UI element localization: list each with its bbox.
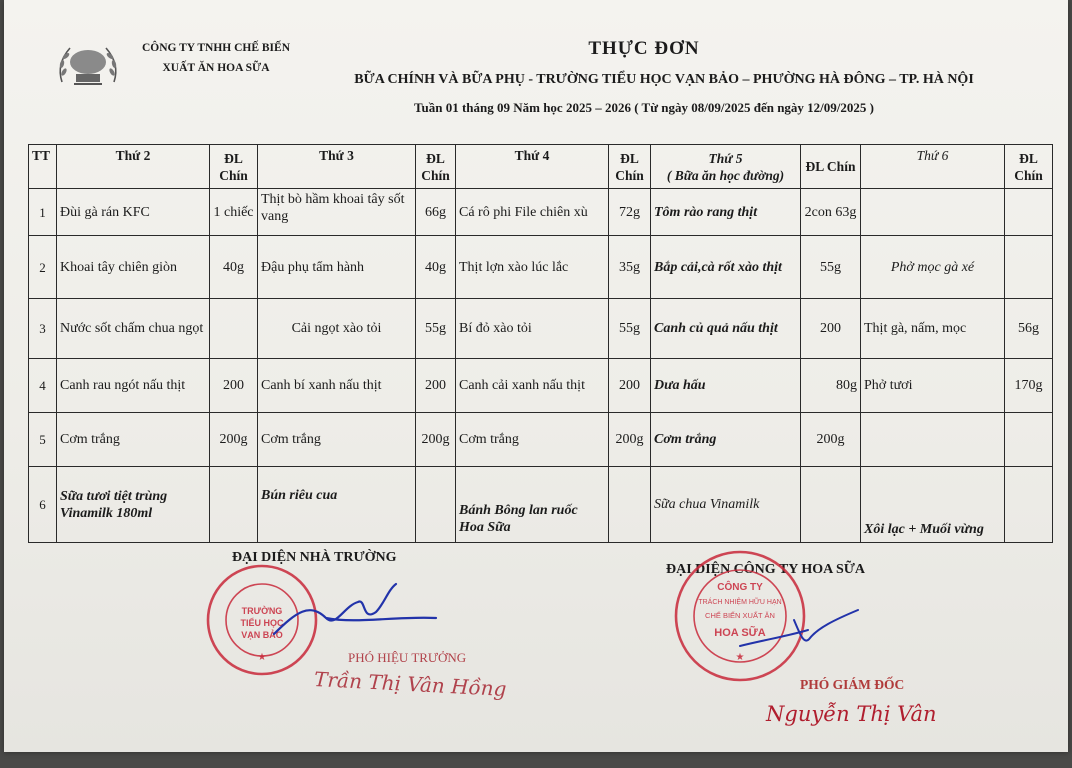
friday-qty (1005, 467, 1053, 543)
wednesday-qty: 200g (609, 413, 651, 467)
wednesday-qty: 72g (609, 189, 651, 236)
thursday-dish: Tôm rào rang thịt (651, 189, 801, 236)
friday-dish: Thịt gà, nấm, mọc (861, 299, 1005, 359)
thursday-qty: 2con 63g (801, 189, 861, 236)
thursday-dish: Dưa hấu (651, 359, 801, 413)
friday-qty (1005, 236, 1053, 299)
svg-text:TRÁCH NHIỆM HỮU HẠN: TRÁCH NHIỆM HỮU HẠN (698, 599, 782, 606)
table-row (29, 359, 1053, 413)
table-row (29, 236, 1053, 299)
school-signature (266, 572, 446, 652)
row-number: 5 (29, 413, 57, 467)
table-row (29, 413, 1053, 467)
tuesday-dish: Cơm trắng (258, 413, 416, 467)
header-wednesday: Thứ 4 (456, 145, 609, 189)
header-thursday (651, 145, 801, 189)
header-tt: TT (29, 145, 57, 189)
svg-text:★: ★ (735, 652, 745, 663)
table-row (29, 189, 1053, 236)
row-number: 6 (29, 467, 57, 543)
company-representative-title: ĐẠI DIỆN CÔNG TY HOA SỮA (666, 562, 866, 577)
tuesday-qty (416, 467, 456, 543)
monday-qty: 40g (210, 236, 258, 299)
friday-dish (861, 189, 1005, 236)
friday-qty (1005, 413, 1053, 467)
monday-qty: 1 chiếc (210, 189, 258, 236)
menu-table (28, 144, 1053, 543)
wednesday-dish: Canh cải xanh nấu thịt (456, 359, 609, 413)
monday-dish: Cơm trắng (57, 413, 210, 467)
header-qty-wednesday: ĐL Chín (609, 145, 651, 189)
tuesday-qty: 200 (416, 359, 456, 413)
company-line-2: XUẤT ĂN HOA SỮA (162, 62, 270, 74)
company-name (132, 38, 300, 78)
wednesday-qty: 200 (609, 359, 651, 413)
friday-dish: Xôi lạc + Muối vừng (861, 467, 1005, 543)
row-number: 2 (29, 236, 57, 299)
tuesday-qty: 66g (416, 189, 456, 236)
header-qty-tuesday: ĐL Chín (416, 145, 456, 189)
week-range: Tuần 01 tháng 09 Năm học 2025 – 2026 ( Từ ngày 08/09/2025 đến ngày 12/09/2025 ) (414, 100, 874, 115)
thursday-qty (801, 467, 861, 543)
svg-text:TIỂU HỌC: TIỂU HỌC (240, 618, 284, 628)
document-title: THỰC ĐƠN (588, 38, 700, 59)
company-signer-name: Nguyễn Thị Vân (766, 702, 937, 726)
friday-qty (1005, 189, 1053, 236)
tuesday-dish: Canh bí xanh nấu thịt (258, 359, 416, 413)
thursday-qty: 80g (801, 359, 861, 413)
header-tuesday: Thứ 3 (258, 145, 416, 189)
menu-document (4, 0, 1068, 752)
monday-qty: 200 (210, 359, 258, 413)
header-monday: Thứ 2 (57, 145, 210, 189)
monday-dish: Sữa tươi tiệt trùng Vinamilk 180ml (57, 467, 210, 543)
svg-text:CHẾ BIẾN XUẤT ĂN: CHẾ BIẾN XUẤT ĂN (705, 611, 775, 620)
thursday-qty: 200g (801, 413, 861, 467)
friday-dish: Phở mọc gà xé (861, 236, 1005, 299)
wednesday-dish: Cá rô phi File chiên xù (456, 189, 609, 236)
wednesday-dish: Cơm trắng (456, 413, 609, 467)
wednesday-dish: Thịt lợn xào lúc lắc (456, 236, 609, 299)
monday-qty (210, 299, 258, 359)
svg-text:★: ★ (257, 652, 267, 663)
school-representative-title: ĐẠI DIỆN NHÀ TRƯỜNG (232, 550, 397, 565)
row-number: 1 (29, 189, 57, 236)
wednesday-qty: 55g (609, 299, 651, 359)
thursday-dish: Bắp cải,cà rốt xào thịt (651, 236, 801, 299)
wednesday-qty (609, 467, 651, 543)
tuesday-dish: Đậu phụ tẩm hành (258, 236, 416, 299)
company-signature (734, 606, 864, 656)
table-row (29, 299, 1053, 359)
tuesday-dish: Cải ngọt xào tỏi (258, 299, 416, 359)
company-logo (52, 38, 124, 94)
svg-text:HOA SỮA: HOA SỮA (714, 627, 766, 639)
friday-qty: 170g (1005, 359, 1053, 413)
wednesday-dish: Bánh Bông lan ruốc Hoa Sữa (456, 467, 609, 543)
header-qty-thursday: ĐL Chín (801, 145, 861, 189)
friday-qty: 56g (1005, 299, 1053, 359)
tuesday-qty: 200g (416, 413, 456, 467)
wednesday-dish: Bí đỏ xào tỏi (456, 299, 609, 359)
header-thursday-label: Thứ 5 (708, 150, 743, 166)
company-line-1: CÔNG TY TNHH CHẾ BIẾN (141, 42, 291, 54)
monday-dish: Khoai tây chiên giòn (57, 236, 210, 299)
svg-text:CÔNG TY: CÔNG TY (717, 582, 763, 593)
tuesday-dish: Thịt bò hầm khoai tây sốt vang (258, 189, 416, 236)
monday-dish: Nước sốt chấm chua ngọt (57, 299, 210, 359)
thursday-dish: Cơm trắng (651, 413, 801, 467)
header-thursday-note: ( Bữa ăn học đường) (666, 167, 785, 183)
table-header-row (29, 145, 1053, 189)
thursday-dish: Canh củ quả nấu thịt (651, 299, 801, 359)
svg-text:TRƯỜNG: TRƯỜNG (241, 606, 283, 616)
header-qty-monday: ĐL Chín (210, 145, 258, 189)
monday-qty (210, 467, 258, 543)
friday-dish: Phở tươi (861, 359, 1005, 413)
tuesday-qty: 55g (416, 299, 456, 359)
thursday-qty: 200 (801, 299, 861, 359)
header-qty-friday: ĐL Chín (1005, 145, 1053, 189)
thursday-dish: Sữa chua Vinamilk (651, 467, 801, 543)
monday-qty: 200g (210, 413, 258, 467)
school-signer-role: PHÓ HIỆU TRƯỞNG (348, 650, 467, 665)
tuesday-dish: Bún riêu cua (258, 467, 416, 543)
svg-text:VẠN BẢO: VẠN BẢO (241, 630, 283, 640)
company-signer-role: PHÓ GIÁM ĐỐC (800, 677, 905, 692)
header-friday: Thứ 6 (861, 145, 1005, 189)
thursday-qty: 55g (801, 236, 861, 299)
school-signer-name: Trần Thị Vân Hồng (313, 666, 507, 702)
wednesday-qty: 35g (609, 236, 651, 299)
friday-dish (861, 413, 1005, 467)
monday-dish: Đùi gà rán KFC (57, 189, 210, 236)
table-row (29, 467, 1053, 543)
row-number: 4 (29, 359, 57, 413)
document-subtitle: BỮA CHÍNH VÀ BỮA PHỤ - TRƯỜNG TIỂU HỌC VẠN BẢO – PHƯỜNG HÀ ĐÔNG – TP. HÀ NỘI (354, 72, 974, 87)
row-number: 3 (29, 299, 57, 359)
tuesday-qty: 40g (416, 236, 456, 299)
monday-dish: Canh rau ngót nấu thịt (57, 359, 210, 413)
